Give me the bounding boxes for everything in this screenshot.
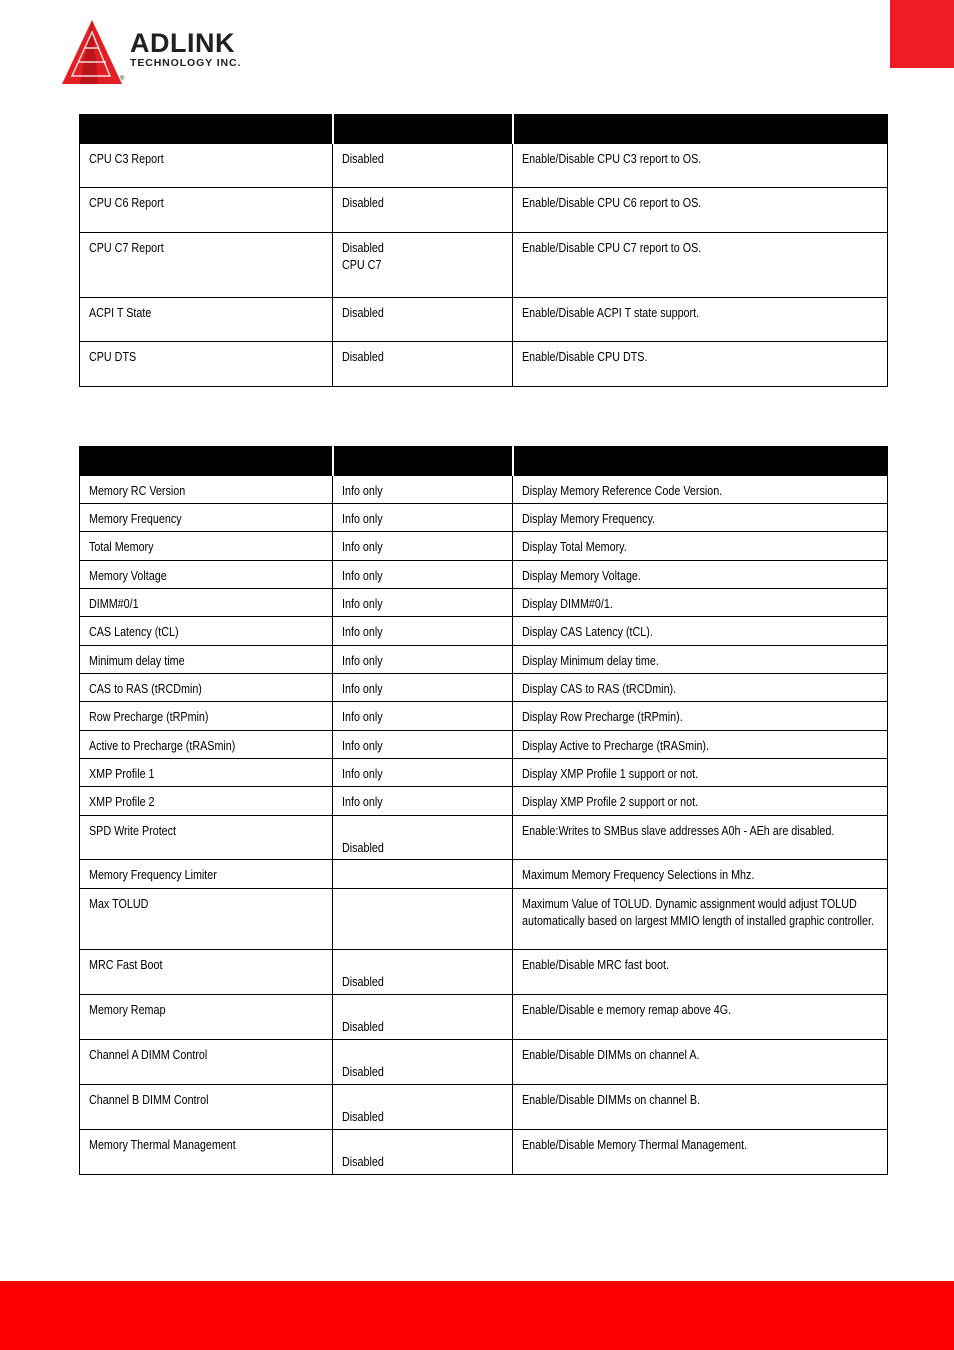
description-text: Enable/Disable e memory remap above 4G. (522, 1003, 732, 1017)
options-text: Info only (342, 767, 383, 781)
options-text: Info only (342, 569, 383, 583)
item-text: CPU C7 Report (89, 241, 164, 255)
table-header-row (80, 115, 888, 144)
cell-item (80, 674, 333, 702)
options-text: Info only (342, 484, 383, 498)
cell-options (333, 702, 513, 731)
table-row (80, 342, 888, 387)
cell-options (333, 731, 513, 759)
cell-description (513, 646, 888, 674)
cell-item (80, 298, 333, 342)
cell-description (513, 1085, 888, 1130)
item-text: Memory Frequency Limiter (89, 868, 217, 882)
description-text: Display Active to Precharge (tRASmin). (522, 739, 710, 753)
cell-description (513, 532, 888, 561)
cpu-settings-table (79, 114, 888, 387)
description-text: Enable/Disable ACPI T state support. (522, 306, 700, 320)
item-text: MRC Fast Boot (89, 958, 163, 972)
description-text: Display Row Precharge (tRPmin). (522, 710, 683, 724)
item-text: SPD Write Protect (89, 824, 177, 838)
cell-item (80, 561, 333, 589)
table-row (80, 759, 888, 787)
table-row (80, 674, 888, 702)
cell-options (333, 1040, 513, 1085)
cell-description (513, 504, 888, 532)
cell-options (333, 646, 513, 674)
cell-item (80, 188, 333, 233)
options-text: Disabled (342, 196, 384, 210)
item-text: Memory Thermal Management (89, 1138, 236, 1152)
cell-options (333, 889, 513, 950)
table-header-row (80, 447, 888, 476)
brand-name: ADLINK (130, 28, 235, 58)
cell-item (80, 144, 333, 188)
options-text: Disabled (342, 1109, 384, 1124)
cell-options (333, 950, 513, 995)
corner-tab (890, 0, 954, 68)
table-row (80, 731, 888, 759)
cell-item (80, 787, 333, 816)
cell-description (513, 759, 888, 787)
header-cell (80, 115, 333, 144)
table-row (80, 476, 888, 504)
item-text: CAS Latency (tCL) (89, 625, 179, 639)
cell-description (513, 950, 888, 995)
header-cell (513, 115, 888, 144)
cell-options (333, 476, 513, 504)
description-text: Display Memory Voltage. (522, 569, 641, 583)
cell-options (333, 816, 513, 860)
item-text: Channel B DIMM Control (89, 1093, 209, 1107)
cell-item (80, 995, 333, 1040)
cell-options (333, 617, 513, 646)
table-row (80, 589, 888, 617)
table-row (80, 298, 888, 342)
cell-description (513, 816, 888, 860)
table-row (80, 1085, 888, 1130)
cell-description (513, 731, 888, 759)
table-row (80, 532, 888, 561)
footer-bar (0, 1281, 954, 1350)
description-text: Maximum Memory Frequency Selections in Mhz. (522, 868, 755, 882)
cell-options (333, 233, 513, 298)
cell-options (333, 342, 513, 387)
options-text: Info only (342, 540, 383, 554)
cell-description (513, 617, 888, 646)
cell-item (80, 889, 333, 950)
cell-options (333, 144, 513, 188)
item-text: CPU C3 Report (89, 152, 164, 166)
table-row (80, 1130, 888, 1175)
cell-description (513, 860, 888, 889)
cell-item (80, 617, 333, 646)
table-row (80, 950, 888, 995)
options-text: Info only (342, 512, 383, 526)
cell-item (80, 1040, 333, 1085)
cell-description (513, 561, 888, 589)
cell-item (80, 233, 333, 298)
cell-options (333, 1085, 513, 1130)
cell-item (80, 950, 333, 995)
options-text: Disabled CPU C7 (342, 241, 384, 272)
description-text: Enable/Disable CPU C6 report to OS. (522, 196, 702, 210)
description-text: Enable/Disable CPU C3 report to OS. (522, 152, 702, 166)
options-text: Info only (342, 682, 383, 696)
header-cell (333, 115, 513, 144)
table-row (80, 646, 888, 674)
header-cell (513, 447, 888, 476)
description-text: Enable/Disable CPU DTS. (522, 350, 648, 364)
table-row (80, 144, 888, 188)
description-text: Display CAS to RAS (tRCDmin). (522, 682, 677, 696)
options-text: Info only (342, 795, 383, 809)
cell-item (80, 1085, 333, 1130)
cell-options (333, 188, 513, 233)
item-text: Channel A DIMM Control (89, 1048, 208, 1062)
table-row (80, 561, 888, 589)
cell-item (80, 532, 333, 561)
table-row (80, 617, 888, 646)
memory-settings-table (79, 446, 888, 1175)
cell-options (333, 995, 513, 1040)
description-text: Display Total Memory. (522, 540, 627, 554)
options-text: Disabled (342, 350, 384, 364)
item-text: Max TOLUD (89, 897, 149, 911)
options-text: Info only (342, 597, 383, 611)
cell-description (513, 1040, 888, 1085)
cell-item (80, 589, 333, 617)
item-text: Memory Remap (89, 1003, 166, 1017)
table-row (80, 504, 888, 532)
item-text: Row Precharge (tRPmin) (89, 710, 209, 724)
options-text: Disabled (342, 1064, 384, 1079)
cell-description (513, 589, 888, 617)
item-text: DIMM#0/1 (89, 597, 139, 611)
cell-item (80, 476, 333, 504)
description-text: Enable/Disable DIMMs on channel A. (522, 1048, 700, 1062)
item-text: ACPI T State (89, 306, 152, 320)
description-text: Display CAS Latency (tCL). (522, 625, 653, 639)
options-text: Disabled (342, 152, 384, 166)
description-text: Enable/Disable MRC fast boot. (522, 958, 669, 972)
description-text: Maximum Value of TOLUD. Dynamic assignment would adjust TOLUD automatically based on largest MMIO length of installed graphic controller. (522, 897, 874, 928)
cell-item (80, 731, 333, 759)
cell-item (80, 860, 333, 889)
description-text: Display Minimum delay time. (522, 654, 659, 668)
cell-description (513, 889, 888, 950)
adlink-logo (58, 18, 268, 86)
options-text: Info only (342, 625, 383, 639)
header-cell (80, 447, 333, 476)
cell-options (333, 532, 513, 561)
cell-description (513, 342, 888, 387)
cell-description (513, 188, 888, 233)
table-row (80, 860, 888, 889)
item-text: Total Memory (89, 540, 154, 554)
cell-description (513, 144, 888, 188)
item-text: XMP Profile 2 (89, 795, 155, 809)
options-text: Info only (342, 654, 383, 668)
cell-item (80, 1130, 333, 1175)
description-text: Enable/Disable Memory Thermal Management. (522, 1138, 748, 1152)
cell-options (333, 561, 513, 589)
cell-description (513, 476, 888, 504)
table-row (80, 816, 888, 860)
options-text: Disabled (342, 1154, 384, 1169)
cell-description (513, 674, 888, 702)
cell-options (333, 674, 513, 702)
cell-description (513, 995, 888, 1040)
cell-options (333, 504, 513, 532)
cell-item (80, 646, 333, 674)
description-text: Display Memory Frequency. (522, 512, 656, 526)
description-text: Display XMP Profile 2 support or not. (522, 795, 699, 809)
item-text: Minimum delay time (89, 654, 185, 668)
item-text: Memory Voltage (89, 569, 167, 583)
table-row (80, 787, 888, 816)
description-text: Enable/Disable CPU C7 report to OS. (522, 241, 702, 255)
options-text: Disabled (342, 974, 384, 989)
cell-options (333, 1130, 513, 1175)
description-text: Enable/Disable DIMMs on channel B. (522, 1093, 701, 1107)
cell-description (513, 702, 888, 731)
item-text: Active to Precharge (tRASmin) (89, 739, 236, 753)
options-text: Info only (342, 739, 383, 753)
cell-description (513, 1130, 888, 1175)
cell-options (333, 298, 513, 342)
item-text: CAS to RAS (tRCDmin) (89, 682, 202, 696)
cell-item (80, 759, 333, 787)
cell-item (80, 702, 333, 731)
cell-options (333, 589, 513, 617)
table-row (80, 889, 888, 950)
table-row (80, 188, 888, 233)
item-text: CPU DTS (89, 350, 137, 364)
options-text: Info only (342, 710, 383, 724)
description-text: Display DIMM#0/1. (522, 597, 613, 611)
table-row (80, 233, 888, 298)
cell-options (333, 759, 513, 787)
brand-tagline: TECHNOLOGY INC. (130, 57, 242, 69)
options-text: Disabled (342, 306, 384, 320)
cell-options (333, 787, 513, 816)
table-row (80, 702, 888, 731)
table-row (80, 1040, 888, 1085)
item-text: XMP Profile 1 (89, 767, 155, 781)
options-text: Disabled (342, 1019, 384, 1034)
item-text: CPU C6 Report (89, 196, 164, 210)
item-text: Memory RC Version (89, 484, 186, 498)
item-text: Memory Frequency (89, 512, 182, 526)
options-text: Disabled (342, 840, 384, 855)
adlink-triangle-icon (58, 18, 128, 86)
registered-mark: ® (120, 76, 125, 82)
cell-item (80, 816, 333, 860)
cell-description (513, 298, 888, 342)
table-row (80, 995, 888, 1040)
description-text: Display XMP Profile 1 support or not. (522, 767, 699, 781)
cell-options (333, 860, 513, 889)
description-text: Enable:Writes to SMBus slave addresses A0h - AEh are disabled. (522, 824, 835, 838)
cell-description (513, 233, 888, 298)
cell-description (513, 787, 888, 816)
header-cell (333, 447, 513, 476)
cell-item (80, 342, 333, 387)
cell-item (80, 504, 333, 532)
description-text: Display Memory Reference Code Version. (522, 484, 723, 498)
